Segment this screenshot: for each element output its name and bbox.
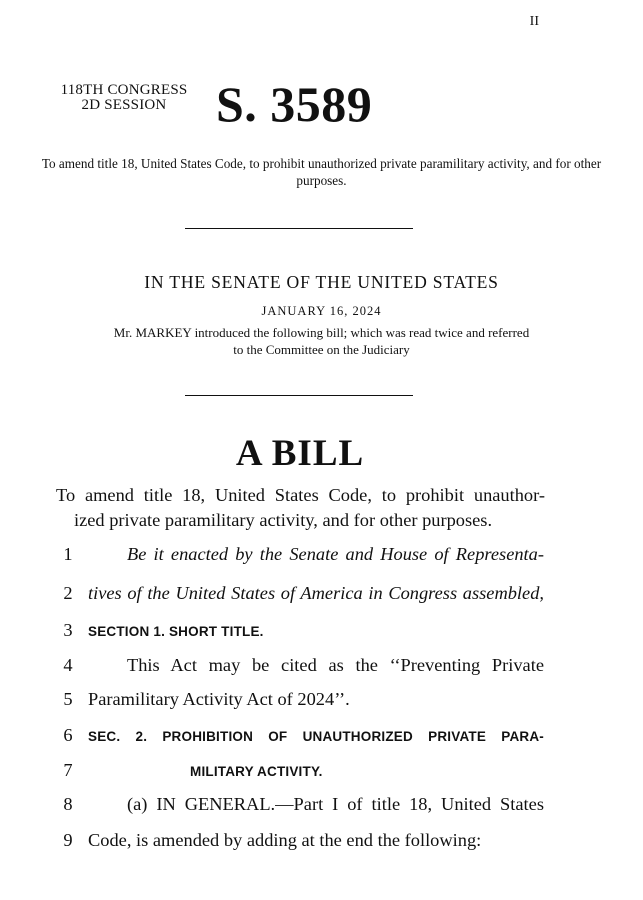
subsection-a-line-1: (a) IN GENERAL.—Part I of title 18, United States [127, 794, 544, 814]
section-1-heading: SECTION 1. SHORT TITLE. [88, 624, 264, 639]
enacting-clause-line-2: tives of the United States of America in Congress assembled, [88, 583, 544, 603]
bill-number: S. 3589 [216, 76, 373, 132]
divider-rule [185, 228, 413, 229]
session-label: 2D SESSION [81, 97, 167, 113]
line-number: 6 [63, 725, 73, 745]
line-number: 1 [63, 544, 73, 564]
enacting-clause-line-1: Be it enacted by the Senate and House of Representa- [127, 544, 544, 564]
version-code: II [529, 14, 539, 29]
short-title-line-1: This Act may be cited as the ‘‘Preventing Private [127, 655, 544, 675]
line-number: 3 [63, 620, 73, 640]
chamber-heading: IN THE SENATE OF THE UNITED STATES [144, 272, 499, 292]
bill-purpose-line-1: To amend title 18, United States Code, to prohibit unauthor- [56, 485, 545, 505]
introduction-line-2: to the Committee on the Judiciary [233, 342, 410, 357]
line-number: 7 [63, 760, 73, 780]
bill-heading: A BILL [235, 433, 365, 474]
introduction-line-1: Mr. MARKEY introduced the following bill; which was read twice and referred [113, 325, 530, 340]
congress-session-block [56, 83, 192, 113]
line-number: 8 [63, 794, 73, 814]
line-number: 5 [63, 689, 73, 709]
bill-purpose [56, 483, 545, 533]
introduction-text [40, 324, 603, 358]
divider-rule [185, 395, 413, 396]
short-title-line-2: Paramilitary Activity Act of 2024’’. [88, 689, 350, 709]
line-number: 2 [63, 583, 73, 603]
introduction-date: JANUARY 16, 2024 [261, 304, 382, 318]
section-2-heading-line-2: MILITARY ACTIVITY. [190, 764, 323, 779]
purpose-summary: To amend title 18, United States Code, to prohibit unauthorized private paramilitary activity, and for other purposes. [41, 156, 602, 188]
line-number: 9 [63, 830, 73, 850]
section-2-heading-line-1: SEC. 2. PROHIBITION OF UNAUTHORIZED PRIVATE PARA- [88, 729, 544, 744]
congress-label: 118TH CONGRESS [60, 82, 188, 98]
line-number: 4 [63, 655, 73, 675]
subsection-a-line-2: Code, is amended by adding at the end the following: [88, 830, 482, 850]
bill-purpose-line-2: ized private paramilitary activity, and for other purposes. [74, 510, 493, 530]
